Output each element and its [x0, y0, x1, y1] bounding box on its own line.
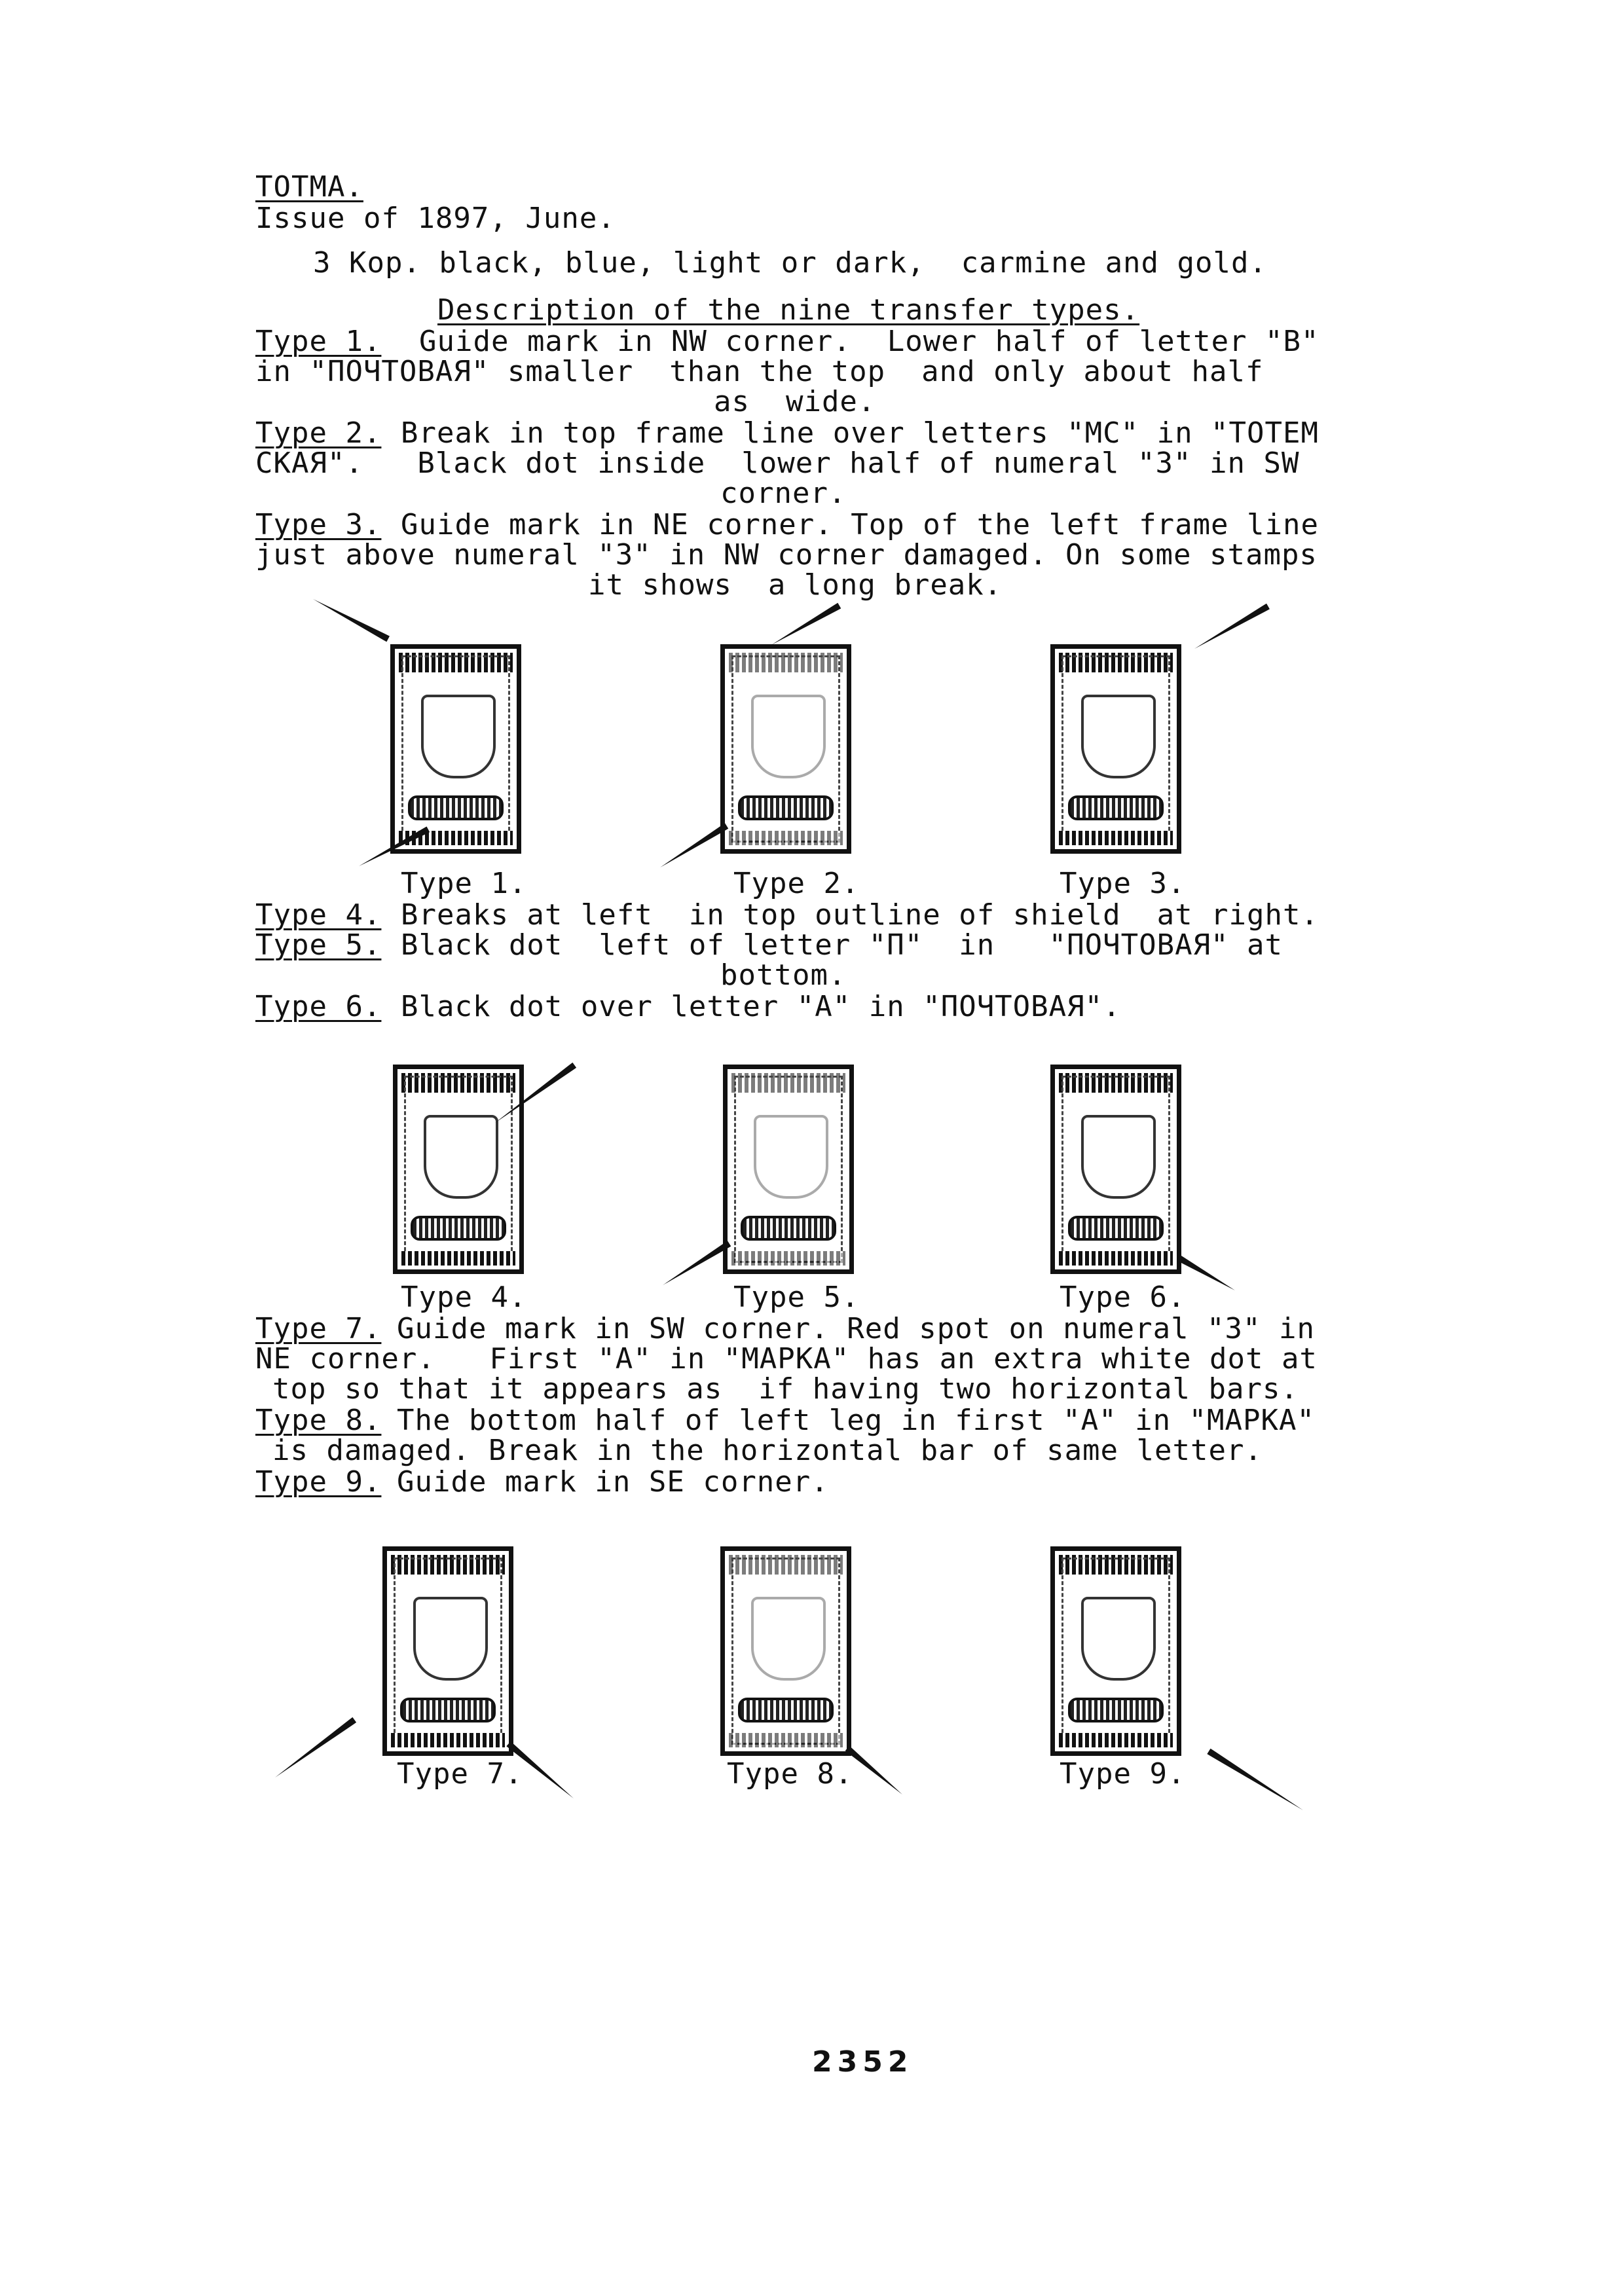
type-6-label: Type 6. — [255, 990, 382, 1023]
arrow-type-3-ne — [1193, 604, 1270, 652]
type-2-line-3: corner. — [720, 477, 847, 510]
arrow-type-2-top — [770, 603, 841, 648]
caption-type-1: Type 1. — [401, 867, 527, 900]
type-1-line-1: Guide mark in NW corner. Lower half of letter "B" — [419, 325, 1320, 358]
arrow-type-7-sw — [273, 1717, 356, 1780]
type-6-line-1: Black dot over letter "A" in "ПОЧТОВАЯ". — [401, 990, 1121, 1023]
type-2-line-2: CKAЯ". Black dot inside lower half of numeral "3" in SW — [255, 446, 1300, 480]
type-5-label: Type 5. — [255, 928, 382, 962]
arrow-type-8-a — [845, 1745, 905, 1796]
caption-type-8: Type 8. — [727, 1757, 853, 1791]
type-3-label: Type 3. — [255, 508, 382, 541]
stamp-image-type-3 — [1050, 644, 1181, 854]
page-title: TOTMA. — [255, 170, 363, 204]
caption-type-6: Type 6. — [1060, 1281, 1186, 1314]
type-7-line-1: Guide mark in SW corner. Red spot on numeral "3" in — [397, 1312, 1316, 1345]
type-1-line-2: in "ПОЧТОВАЯ" smaller than the top and only about half — [255, 355, 1264, 388]
type-5-line-2: bottom. — [720, 958, 847, 992]
arrow-type-5-bottom — [661, 1241, 731, 1288]
arrow-type-2-sw — [658, 823, 728, 870]
type-7-line-3: top so that it appears as if having two horizontal bars. — [272, 1372, 1299, 1406]
stamp-image-type-2 — [720, 644, 851, 854]
type-2-label: Type 2. — [255, 416, 382, 450]
caption-type-2: Type 2. — [733, 867, 860, 900]
issue-line: Issue of 1897, June. — [255, 202, 616, 235]
arrow-type-1-nw — [312, 596, 390, 642]
stamp-image-type-5 — [723, 1065, 854, 1274]
arrow-type-6-bottom — [1177, 1255, 1237, 1294]
caption-type-3: Type 3. — [1060, 867, 1186, 900]
type-2-line-1: Break in top frame line over letters "MC" in "TOTEM — [401, 416, 1320, 450]
type-4-line-1: Breaks at left in top outline of shield at right. — [401, 898, 1320, 932]
caption-type-4: Type 4. — [401, 1281, 527, 1314]
type-1-label: Type 1. — [255, 325, 382, 358]
type-1-line-3: as wide. — [714, 385, 876, 418]
caption-type-5: Type 5. — [733, 1281, 860, 1314]
type-7-line-2: NE corner. First "A" in "MAPKA" has an extra white dot at — [255, 1342, 1318, 1376]
arrow-type-9-se — [1207, 1749, 1304, 1813]
type-9-label: Type 9. — [255, 1465, 382, 1499]
section-title: Description of the nine transfer types. — [437, 293, 1140, 327]
stamp-image-type-9 — [1050, 1546, 1181, 1756]
page-number: 2352 — [812, 2045, 913, 2079]
stamp-description: 3 Kop. black, blue, light or dark, carmine and gold. — [313, 246, 1267, 280]
stamp-image-type-7 — [382, 1546, 513, 1756]
type-8-line-2: is damaged. Break in the horizontal bar of same letter. — [272, 1434, 1263, 1467]
type-8-label: Type 8. — [255, 1404, 382, 1437]
type-4-label: Type 4. — [255, 898, 382, 932]
caption-type-7: Type 7. — [397, 1757, 523, 1791]
type-3-line-2: just above numeral "3" in NW corner damaged. On some stamps — [255, 538, 1318, 572]
type-8-line-1: The bottom half of left leg in first "A" in "MAPKA" — [397, 1404, 1316, 1437]
stamp-image-type-8 — [720, 1546, 851, 1756]
type-5-line-1: Black dot left of letter "П" in "ПОЧТОВАЯ" at — [401, 928, 1283, 962]
stamp-image-type-6 — [1050, 1065, 1181, 1274]
type-7-label: Type 7. — [255, 1312, 382, 1345]
stamp-image-type-1 — [390, 644, 521, 854]
stamp-image-type-4 — [393, 1065, 524, 1274]
type-3-line-1: Guide mark in NE corner. Top of the left frame line — [401, 508, 1320, 541]
type-3-line-3: it shows a long break. — [588, 568, 1003, 602]
caption-type-9: Type 9. — [1060, 1757, 1186, 1791]
type-9-line-1: Guide mark in SE corner. — [397, 1465, 829, 1499]
